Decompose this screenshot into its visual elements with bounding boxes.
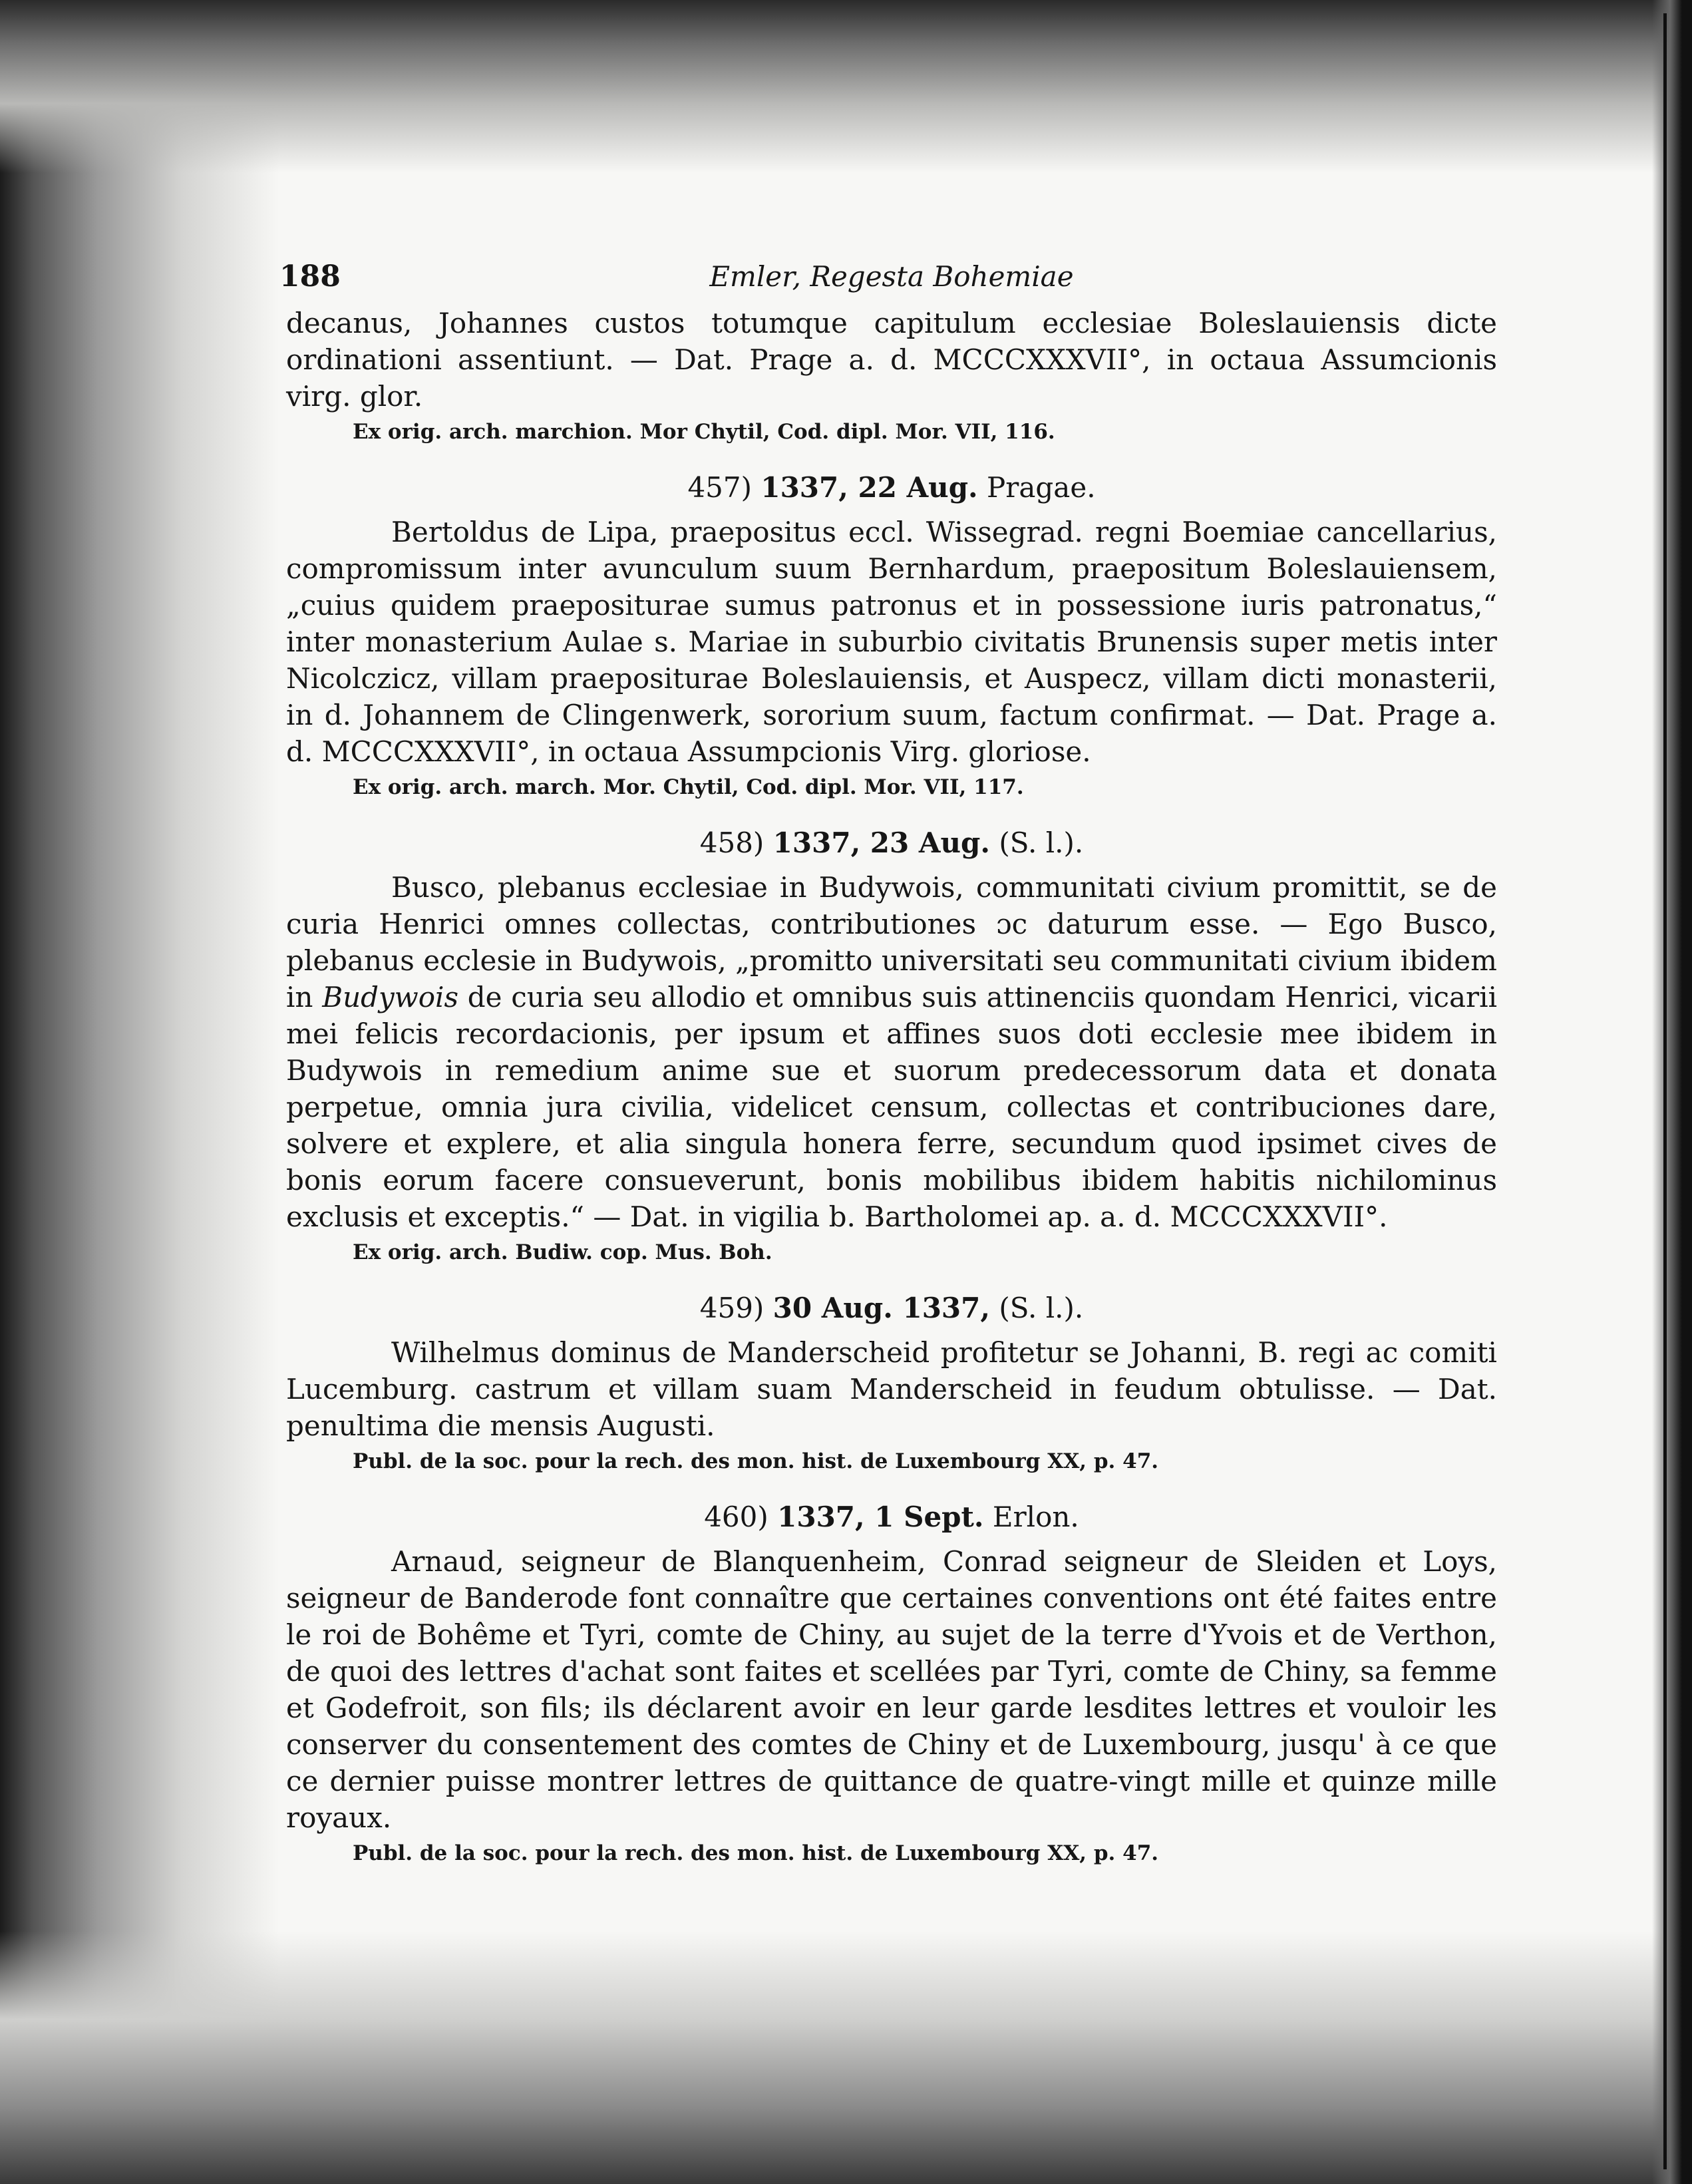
entry-date: 1337, 1 Sept. [777, 1501, 984, 1533]
page-content [279, 258, 1497, 1868]
entry-source: Publ. de la soc. pour la rech. des mon. hist. de Luxembourg XX, p. 47. [353, 1449, 1159, 1473]
scan-shadow-left [0, 0, 279, 2184]
running-title: Emler, Regesta Bohemiae [709, 260, 1074, 293]
entry-text-italic: Budywois [322, 981, 458, 1013]
entry-date: 1337, 22 Aug. [761, 471, 978, 504]
scan-shadow-top [0, 0, 1692, 173]
entry-number: 458) [699, 826, 764, 859]
entry-place: Erlon. [992, 1501, 1079, 1533]
continuation-text: decanus, Johannes custos totumque capitulum ecclesiae Boleslauiensis dicte ordinationi assentiunt. — Dat. Prage a. d. MCCCXXXVII°, in octaua Assumcionis virg. glor. [286, 307, 1497, 413]
entry-number: 459) [699, 1292, 764, 1324]
entry-text-part: Busco, plebanus ecclesiae in Budywois, communitati civium promittit, se de curia Henrici omnes collectas, contributiones ɔc daturum esse. — Ego Busco, plebanus ecclesie in Budywois, „promitto universitati seu communitati civium ibidem in [286, 871, 1497, 1013]
continuation-source: Ex orig. arch. marchion. Mor Chytil, Cod. dipl. Mor. VII, 116. [353, 420, 1055, 444]
scan-shadow-right [1652, 0, 1692, 2184]
entry-text: Bertoldus de Lipa, praepositus eccl. Wissegrad. regni Boemiae cancellarius, compromissum inter avunculum suum Bernhardum, praepositum Boleslauiensem, „cuius quidem praepositurae sumus patronus et in possessione iuris patronatus,“ inter monasterium Aulae s. Mariae in suburbio civitatis Brunensis super metis inter Nicolczicz, villam praepositurae Boleslauiensis, et Auspecz, villam dicti monasterii, in d. Johannem de Clingenwerk, sororium suum, factum confirmat. — Dat. Prage a. d. MCCCXXXVII°, in octaua Assumpcionis Virg. gloriose. [286, 516, 1497, 768]
entry-number: 460) [704, 1501, 768, 1533]
entry-text [286, 869, 1497, 1235]
entry-text-part: de curia seu allodio et omnibus suis attinenciis quondam Henrici, vicarii mei felicis recordacionis, per ipsum et affines suos doti ecclesie mee ibidem in Budywois in remedium anime sue et suorum predecessorum data et donata perpetue, omnia jura civilia, videlicet censum, collectas et contribuciones dare, solvere et explere, et alia singula honera ferre, secundum quod ipsimet cives de bonis eorum facere consueverunt, bonis mobilibus ibidem habitis nichilominus exclusis et exceptis.“ — Dat. in vigilia b. Bartholomei ap. a. d. MCCCXXXVII°. [286, 981, 1497, 1233]
entry-458 [286, 824, 1497, 1267]
entry-heading [286, 824, 1497, 861]
entry-heading [286, 469, 1497, 506]
entry-place: (S. l.). [999, 1292, 1084, 1324]
entry-place: Pragae. [987, 471, 1096, 504]
page-edge-rule [1663, 13, 1667, 2169]
entry-460 [286, 1499, 1497, 1868]
entry-heading [286, 1290, 1497, 1326]
entry-text: Wilhelmus dominus de Manderscheid profitetur se Johanni, B. regi ac comiti Lucemburg. castrum et villam suam Manderscheid in feudum obtulisse. — Dat. penultima die mensis Augusti. [286, 1336, 1497, 1442]
entry-source: Ex orig. arch. Budiw. cop. Mus. Boh. [353, 1240, 772, 1264]
entry-source: Publ. de la soc. pour la rech. des mon. hist. de Luxembourg XX, p. 47. [353, 1841, 1159, 1865]
page-number: 188 [279, 260, 341, 293]
entry-459 [286, 1290, 1497, 1476]
entry-text: Arnaud, seigneur de Blanquenheim, Conrad seigneur de Sleiden et Loys, seigneur de Banderode font connaître que certaines conventions ont été faites entre le roi de Bohême et Tyri, comte de Chiny, au sujet de la terre d'Yvois et de Verthon, de quoi des lettres d'achat sont faites et scellées par Tyri, comte de Chiny, sa femme et Godefroit, son fils; ils déclarent avoir en leur garde lesdites lettres et vouloir les conserver du consentement des comtes de Chiny et de Luxembourg, jusqu' à ce que ce dernier puisse montrer lettres de quittance de quatre-vingt mille et quinze mille royaux. [286, 1545, 1497, 1834]
entry-heading [286, 1499, 1497, 1535]
entry-source: Ex orig. arch. march. Mor. Chytil, Cod. dipl. Mor. VII, 117. [353, 775, 1024, 799]
entry-date: 1337, 23 Aug. [772, 826, 990, 859]
entry-457 [286, 469, 1497, 802]
entry-date: 30 Aug. 1337, [772, 1292, 990, 1324]
entry-place: (S. l.). [999, 826, 1084, 859]
running-header [279, 258, 1497, 305]
scan-shadow-bottom [0, 1931, 1692, 2184]
entry-number: 457) [687, 471, 752, 504]
